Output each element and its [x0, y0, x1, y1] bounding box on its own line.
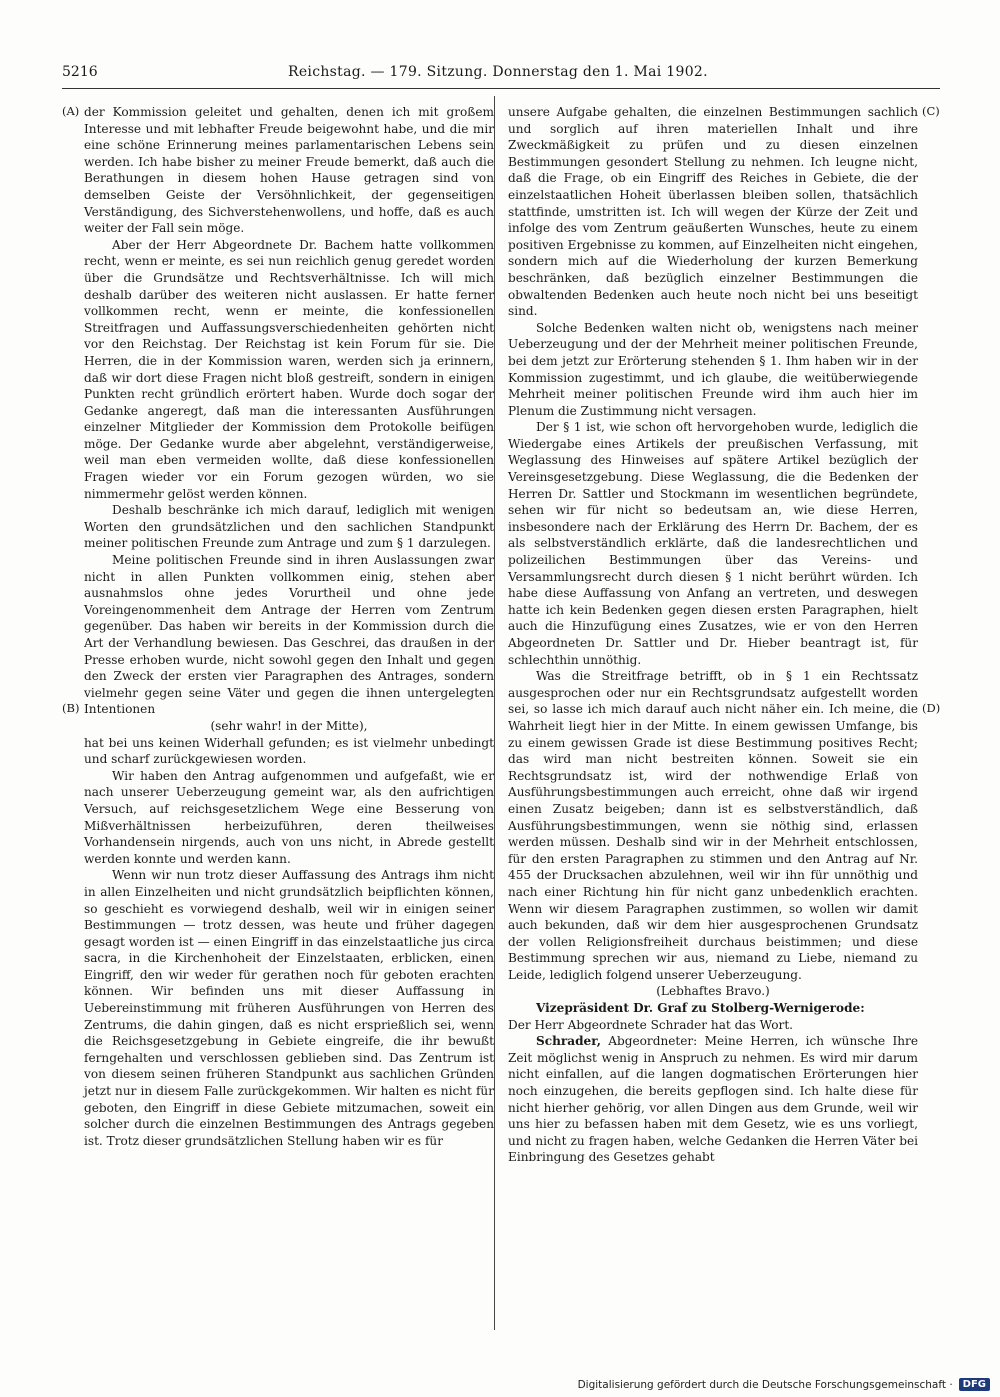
dfg-logo: DFG — [959, 1378, 990, 1391]
page-number: 5216 — [62, 64, 98, 80]
column-divider — [494, 96, 495, 1330]
interjection: (Lebhaftes Bravo.) — [656, 984, 770, 999]
paragraph: hat bei uns keinen Widerhall gefunden; es ist vielmehr unbedingt und scharf zurückgewiesen worden. — [84, 735, 494, 767]
speaker-name: Schrader, — [536, 1034, 601, 1049]
speaker-name: Vizepräsident Dr. Graf zu Stolberg-Wernigerode: — [536, 1001, 865, 1016]
footer — [578, 1378, 990, 1391]
right-column — [508, 104, 918, 1166]
paragraph: Der § 1 ist, wie schon oft hervorgehoben wurde, lediglich die Wiedergabe eines Artikels der preußischen Verfassung, mit Weglassung des Hinweises auf spätere Artikel bezüglich der Vereinsgesetzgebung. Diese Weglassung, die die Bedenken der Herren Dr. Sattler und Stockmann im wesentlichen begründete, sehen wir für nicht so bedeutsam an, wie diese Herren, insbesondere nach der Erklärung des Herrn Dr. Bachem, der es als selbstverständlich erklärte, daß die landesrechtlichen und polizeilichen Bestimmungen über das Vereins- und Versammlungsrecht durch diesen § 1 nicht berührt würden. Ich habe diese Auffassung von Anfang an vertreten, und deswegen hatte ich kein Bedenken gegen diesen ersten Paragraphen, hielt auch die Hinzufügung eines Zusatzes, wie er von den Herren Abgeordneten Dr. Sattler und Dr. Hieber beantragt ist, für schlechthin unnöthig. — [508, 420, 918, 667]
paragraph: Wenn wir nun trotz dieser Auffassung des Antrags ihm nicht in allen Einzelheiten und nicht grundsätzlich beipflichten können, so geschieht es vorwiegend deshalb, weil wir in einigen seiner Bestimmungen — trotz dessen, was heute und früher dagegen gesagt worden ist — einen Eingriff in das einzelstaatliche jus circa sacra, in die Kirchenhoheit der Einzelstaaten, erblicken, einen Eingriff, den wir weder für gerathen noch für geboten erachten können. Wir befinden uns mit dieser Auffassung in Uebereinstimmung mit früheren Ausführungen von Herren des Zentrums, die dahin gingen, daß es nicht ersprießlich sei, wenn die Reichsgesetzgebung in Gebiete eingreife, die ihr bewußt ferngehalten und verschlossen geblieben sind. Das Zentrum ist von diesem seinen früheren Standpunkt aus sachlichen Gründen jetzt nur in diesem Falle zurückgekommen. Wir halten es nicht für geboten, den Eingriff in diese Gebiete mitzumachen, soweit ein solcher durch die einzelnen Bestimmungen des Antrags gegeben ist. Trotz dieser grundsätzlichen Stellung haben wir es für — [84, 868, 494, 1148]
margin-marker-a: (A) — [62, 104, 80, 118]
paragraph: Wir haben den Antrag aufgenommen und aufgefaßt, wie er nach unserer Ueberzeugung gemeint war, als den aufrichtigen Versuch, auf reichsgesetzlichem Wege eine Besserung von Mißverhältnissen herbeizuführen, deren theilweises Vorhandensein nirgends, auch von uns nicht, in Abrede gestellt werden konnte und werden kann. — [84, 768, 494, 866]
speech-paragraph — [508, 1033, 918, 1166]
interjection: (sehr wahr! in der Mitte), — [210, 718, 368, 733]
header-rule — [62, 88, 940, 89]
paragraph: unsere Aufgabe gehalten, die einzelnen Bestimmungen sachlich und sorglich auf ihren materiellen Inhalt und ihre Zweckmäßigkeit zu prüfen und zu diesen einzelnen Bestimmungen gesondert Stellung zu nehmen. Ich leugne nicht, daß die Frage, ob ein Eingriff des Reiches in Gebiete, die der einzelstaatlichen Hoheit überlassen bleiben sollen, thatsächlich stattfinde, umstritten ist. Ich will wegen der Kürze der Zeit und infolge des vom Zentrum geäußerten Wunsches, heute zu einem positiven Ergebnisse zu kommen, auf Einzelheiten nicht eingehen, sondern mich auf die Wiederholung der kurzen Bemerkung beschränken, daß bezüglich einzelner Bestimmungen die obwaltenden Bedenken auch heute noch nicht bei uns beseitigt sind. — [508, 105, 918, 319]
paragraph: Solche Bedenken walten nicht ob, wenigstens nach meiner Ueberzeugung und der der Mehrheit meiner politischen Freunde, bei dem jetzt zur Erörterung stehenden § 1. Ihm haben wir in der Kommission zugestimmt, und ich glaube, die weitüberwiegende Mehrheit meiner politischen Freunde wird ihm auch hier im Plenum die Zustimmung nicht versagen. — [508, 320, 918, 418]
footer-text: Digitalisierung gefördert durch die Deutsche Forschungsgemeinschaft · — [577, 1378, 953, 1391]
paragraph: Der Herr Abgeordnete Schrader hat das Wort. — [508, 1017, 794, 1032]
paragraph: Aber der Herr Abgeordnete Dr. Bachem hatte vollkommen recht, wenn er meinte, es sei nun reichlich genug geredet worden über die Grundsätze und Rechtsverhältnisse. Ich will mich deshalb darüber des weiteren nicht auslassen. Er hatte ferner vollkommen recht, wenn er meinte, die konfessionellen Streitfragen und Auffassungsverschiedenheiten gehörten nicht vor den Reichstag. Der Reichstag ist kein Forum für sie. Die Herren, die in der Kommission waren, werden sich ja erinnern, daß wir dort diese Fragen nicht bloß gestreift, sondern in einigen Punkten recht gründlich erörtert haben. Wurde doch sogar der Gedanke angeregt, daß man die interessanten Ausführungen einzelner Mitglieder der Kommission dem Protokolle beifügen möge. Der Gedanke wurde aber abgelehnt, verständigerweise, weil man eben vermeiden wollte, daß diese konfessionellen Fragen wieder vor ein Forum gezogen würden, wo sie nimmermehr gelöst werden können. — [84, 237, 494, 501]
paragraph: Meine politischen Freunde sind in ihren Auslassungen zwar nicht in allen Punkten vollkommen einig, stehen aber ausnahmslos ohne jedes Vorurtheil und ohne jede Voreingenommenheit dem Antrage der Herren vom Zentrum gegenüber. Das haben wir bereits in der Kommission durch die Art der Verhandlung bewiesen. Das Geschrei, das draußen in der Presse erhoben wurde, nicht sowohl gegen den Inhalt und gegen den Zweck der ersten vier Paragraphen des Antrages, sondern vielmehr gegen seine Väter und gegen die ihnen untergelegten Intentionen — [84, 553, 494, 717]
speaker-line — [508, 1000, 918, 1017]
paragraph: Deshalb beschränke ich mich darauf, lediglich mit wenigen Worten den grundsätzlichen und den sachlichen Standpunkt meiner politischen Freunde zum Antrage und zum § 1 darzulegen. — [84, 503, 494, 551]
paragraph: Was die Streitfrage betrifft, ob in § 1 ein Rechtssatz ausgesprochen oder nur ein Rechtsgrundsatz aufgestellt worden sei, so lasse ich mich darauf auch nicht näher ein. Ich meine, die Wahrheit liegt hier in der Mitte. In einem gewissen Umfange, bis zu einem gewissen Grade ist diese Bestimmung positives Recht; das wird man nicht bestreiten können. Soweit sie ein Rechtsgrundsatz ist, wird der nothwendige Erlaß von Ausführungsbestimmungen auch erreicht, ohne daß wir irgend einen Zusatz beigeben; dann ist es selbstverständlich, daß Ausführungsbestimmungen, wenn sie nöthig sind, erlassen werden müssen. Deshalb sind wir in der Mehrheit entschlossen, für den ersten Paragraphen zu stimmen und den Antrag auf Nr. 455 der Drucksachen abzulehnen, weil wir ihn für unnöthig und nach einer Richtung hin für nicht ganz unbedenklich erachten. Wenn wir diesem Paragraphen zustimmen, so wollen wir damit auch bekunden, daß wir dem hier ausgesprochenen Grundsatz der vollen Religionsfreiheit durchaus beistimmen; und diese Bestimmung sprechen wir aus, niemand zu Liebe, niemand zu Leide, lediglich folgend unserer Ueberzeugung. — [508, 669, 918, 982]
paragraph: der Kommission geleitet und gehalten, denen ich mit großem Interesse und mit lebhafter Freude beigewohnt habe, und die mir eine schöne Erinnerung meines parlamentarischen Lebens sein werden. Ich habe bisher zu meiner Freude bemerkt, daß auch die Berathungen in diesem hohen Hause getragen sind von demselben Geiste der Versöhnlichkeit, der gegenseitigen Verständigung, des Sichverstehenwollens, und hoffe, daß es auch weiter der Fall sein möge. — [84, 105, 494, 236]
margin-marker-c: (C) — [922, 104, 940, 118]
speech-text: Abgeordneter: Meine Herren, ich wünsche Ihre Zeit möglichst wenig in Anspruch zu nehmen. Es wird mir darum nicht einfallen, auf die langen dogmatischen Erörterungen hier noch einzugehen, die bereits gepflogen sind. Ich halte diese für nicht hierher gehörig, vor allen Dingen aus dem Grunde, weil wir uns hier zu befassen haben mit dem Gesetz, wie es uns vorliegt, und nicht zu fragen haben, welche Gedanken die Herren Väter bei Einbringung des Gesetzes gehabt — [508, 1034, 918, 1165]
left-column — [84, 104, 494, 1149]
margin-marker-d: (D) — [922, 701, 941, 715]
running-head: Reichstag. — 179. Sitzung. Donnerstag den 1. Mai 1902. — [288, 64, 708, 80]
margin-marker-b: (B) — [62, 701, 80, 715]
